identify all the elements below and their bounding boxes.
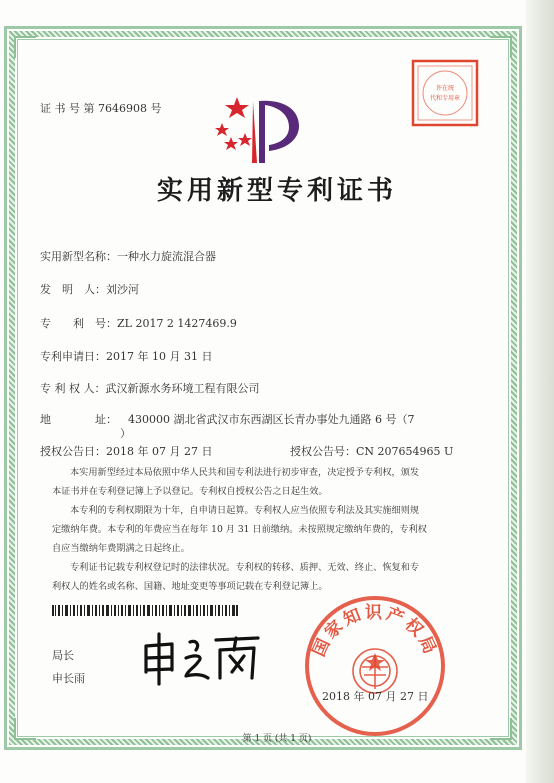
field-owner: [40, 380, 260, 396]
field-inventor-value: 刘沙河: [106, 283, 139, 296]
seal-date: 2018 年 07 月 27 日: [322, 690, 429, 703]
field-inventor: [40, 281, 139, 297]
field-grant-number-value: CN 207654965 U: [356, 445, 454, 458]
patent-office-logo: [207, 93, 307, 167]
page-number: 第 1 页 (共 1 页): [242, 734, 312, 744]
field-name-value: 一种水力旋流混合器: [117, 250, 216, 263]
signature-role: 局长: [52, 649, 74, 662]
handwritten-signature: [138, 628, 268, 688]
field-filing-date-value: 2017 年 10 月 31 日: [106, 350, 213, 363]
field-patent-number: [40, 315, 237, 331]
body-para1-line1: 本实用新型经过本局依照中华人民共和国专利法进行初步审查，决定授予专利权，颁发: [70, 467, 420, 478]
field-grant-date: [40, 443, 212, 459]
field-owner-label: 专 利 权 人：: [40, 382, 106, 395]
field-owner-value: 武汉新源水务环境工程有限公司: [105, 382, 260, 395]
field-grant-number-label: 授权公告号：: [290, 445, 356, 458]
page-edge-shadow: [526, 0, 554, 783]
field-address-value-line1: 430000 湖北省武汉市东西湖区长青办事处九通路 6 号（7: [128, 413, 415, 426]
body-para3-line1: 专利证书记载专利权登记时的法律状况。专利权的转移、质押、无效、终止、恢复和专: [70, 562, 420, 573]
body-para3-line2: 利权人的姓名或名称、国籍、地址变更等事项记载在专利登记簿上。: [52, 581, 328, 592]
border-corner-top-right: [490, 36, 512, 58]
barcode: [52, 605, 238, 616]
svg-text:代和专用章: 代和专用章: [429, 95, 461, 102]
body-para2-line2: 定缴纳年费。本专利的年费应当在每年 10 月 31 日前缴纳。未按照规定缴纳年费的，专利权: [52, 524, 427, 535]
field-inventor-label: 发 明 人：: [40, 283, 106, 296]
field-filing-date: [40, 348, 212, 364]
body-para2-line1: 本专利的专利权期限为十年，自申请日起算。专利权人应当依照专利法及其实施细则规: [70, 505, 420, 516]
certificate-title: 实用新型专利证书: [156, 176, 397, 206]
field-name: [40, 248, 216, 264]
svg-text:许在统: 许在统: [435, 85, 455, 92]
official-seal: [302, 593, 448, 739]
certificate-number: 证 书 号 第 7646908 号: [40, 102, 162, 115]
svg-text:国家知识产权局: 国家知识产权局: [309, 603, 441, 660]
agency-stamp: [410, 58, 480, 128]
field-grant-number: [290, 443, 453, 459]
signature-name: 申长雨: [52, 672, 85, 685]
body-para1-line2: 本证书并在专利登记簿上予以登记。专利权自授权公告之日起生效。: [52, 486, 328, 497]
field-patent-number-value: ZL 2017 2 1427469.9: [117, 317, 237, 330]
field-address: [40, 411, 414, 427]
field-patent-number-label: 专 利 号：: [40, 317, 117, 330]
field-address-label: 地 址：: [40, 413, 117, 426]
field-filing-date-label: 专利申请日：: [40, 350, 106, 363]
field-address-value-line2: ）: [120, 427, 131, 440]
field-grant-date-value: 2018 年 07 月 27 日: [106, 445, 213, 458]
field-grant-date-label: 授权公告日：: [40, 445, 106, 458]
body-para2-line3: 自应当缴纳年费期满之日起终止。: [52, 543, 190, 554]
border-corner-top-left: [14, 36, 36, 58]
field-name-label: 实用新型名称：: [40, 250, 117, 263]
